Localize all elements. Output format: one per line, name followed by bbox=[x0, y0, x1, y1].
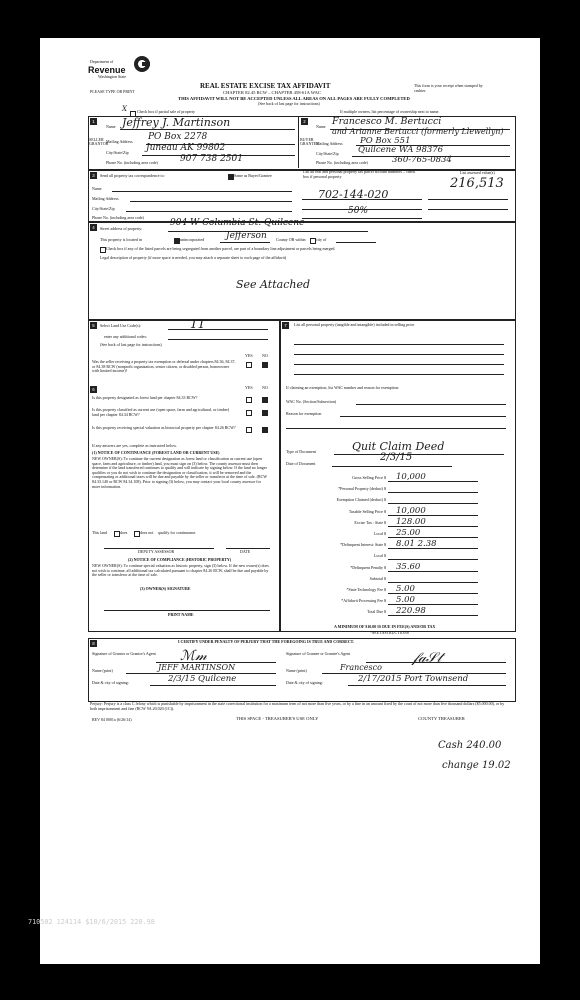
seller-name-label: Name bbox=[106, 124, 116, 129]
tax-row-value: 5.00 bbox=[396, 595, 415, 606]
seller-phone-label: Phone No. (including area code) bbox=[106, 160, 158, 165]
grantee-signature: 𝒻𝒶𝒮𝓉 bbox=[412, 650, 442, 666]
sec6-yes: YES bbox=[245, 385, 253, 390]
seller-mailing-label: Mailing Address bbox=[106, 139, 133, 144]
grantee-signature-label: Signature of Grantee or Grantee's Agent bbox=[286, 651, 351, 656]
partial-check-label: Check box if partial sale of property bbox=[137, 109, 195, 114]
document-date-label: Date of Document bbox=[286, 461, 316, 466]
sec5-no: NO bbox=[262, 353, 268, 358]
tax-row-label: *Delinquent Interest: State $ bbox=[340, 542, 386, 548]
sec5-yes: YES bbox=[245, 353, 253, 358]
buyer-name: Francesco M. Bertucci bbox=[332, 116, 442, 127]
notice-compliance-title: (2) NOTICE OF COMPLIANCE (HISTORIC PROPERTY) bbox=[128, 557, 232, 562]
tax-row-value: 5.00 bbox=[396, 584, 415, 594]
notice-continuance-title: (1) NOTICE OF CONTINUANCE (FOREST LAND OR CURRENT USE) bbox=[92, 450, 220, 455]
tax-row-label: Excise Tax : State $ bbox=[354, 519, 386, 525]
tax-row-value: 10,000 bbox=[396, 505, 426, 516]
parcel-number: 702-144-020 bbox=[318, 188, 389, 201]
land-use-see-back: (See back of last page for instructions) bbox=[100, 342, 162, 347]
grantee-name-label: Name (print) bbox=[286, 668, 307, 673]
section-7-badge: 7 bbox=[282, 322, 289, 329]
seller-name: Jeffrey J. Martinson bbox=[122, 116, 231, 129]
exempt-yes-checkbox[interactable] bbox=[246, 362, 252, 368]
buyer-side-label: BUYER GRANTEE bbox=[300, 137, 319, 146]
sec3-mailing-label: Mailing Address bbox=[92, 196, 119, 201]
grantee-date: 2/17/2015 Port Townsend bbox=[358, 674, 469, 684]
tax-row-label: Local $ bbox=[373, 553, 386, 559]
tax-row-label: Gross Selling Price $ bbox=[352, 475, 386, 480]
section-6-badge: 6 bbox=[90, 386, 97, 393]
dept-state: Washington State bbox=[98, 74, 127, 79]
buyer-name-2: and Arianne Bertucci (formerly Llewellyn) bbox=[332, 127, 504, 136]
city-label: city of bbox=[316, 237, 327, 242]
tax-row-label: *Personal Property (deduct) $ bbox=[338, 486, 386, 492]
seller-city-label: City/State/Zip bbox=[106, 150, 129, 155]
multiple-owners-note: If multiple owners, list percentage of ownership next to name. bbox=[340, 109, 440, 114]
historic-yes-checkbox[interactable] bbox=[246, 427, 252, 433]
located-label: This property is located in bbox=[100, 237, 142, 242]
section-8-badge: 8 bbox=[90, 640, 97, 647]
document-type-label: Type of Document bbox=[286, 449, 316, 454]
unincorporated-label: unincorporated bbox=[180, 237, 205, 242]
deputy-assessor-label: DEPUTY ASSESSOR bbox=[138, 549, 175, 554]
same-as-buyer-label: Same as Buyer/Grantee bbox=[234, 173, 272, 178]
stamp-note: This form is your receipt when stamped by cashier. bbox=[414, 83, 483, 93]
buyer-mailing-label: Mailing Address bbox=[316, 141, 343, 146]
tax-row-value: 35.60 bbox=[396, 561, 421, 572]
tax-row-value: 128.00 bbox=[396, 516, 426, 527]
exempt-question: Was the seller receiving a property tax exemption or deferral under chapters 84.36, 84.37, or 84.38 RCW (nonprofit organization, senior citizen, or disabled person, homeowner with limited income)? bbox=[92, 359, 236, 373]
grantor-name-label: Name (print) bbox=[92, 668, 113, 673]
revenue-logo-icon bbox=[134, 56, 150, 72]
tax-row-value: 25.00 bbox=[396, 528, 421, 538]
see-instructions: *SEE INSTRUCTIONS bbox=[370, 630, 410, 635]
land-use-code: 11 bbox=[190, 317, 206, 331]
personal-property-label: List all personal property (tangible and intangible) included in selling price. bbox=[294, 322, 416, 327]
dept-logo-text: Revenue bbox=[88, 65, 126, 75]
wac-label: WAC No. (Section/Subsection) bbox=[286, 399, 337, 404]
grantee-date-label: Date & city of signing: bbox=[286, 680, 323, 685]
reason-label: Reason for exemption bbox=[286, 411, 322, 416]
section-3-badge: 3 bbox=[90, 172, 97, 179]
form-title: REAL ESTATE EXCISE TAX AFFIDAVIT bbox=[200, 82, 331, 90]
buyer-name-label: Name bbox=[316, 124, 326, 129]
historic-no-checkbox[interactable] bbox=[262, 427, 268, 433]
county-name: Jefferson bbox=[226, 231, 267, 241]
tax-row-label: *State Technology Fee $ bbox=[346, 587, 386, 592]
qualify-label: qualify for continuance. bbox=[158, 530, 197, 535]
tax-row-value: 10,000 bbox=[396, 472, 426, 482]
tax-row-label: *Delinquent Penalty $ bbox=[350, 564, 386, 570]
chapter: CHAPTER 82.45 RCW – CHAPTER 458-61A WAC bbox=[223, 90, 321, 95]
seller-buyer-divider bbox=[298, 116, 299, 168]
current-use-question: Is this property classified as current use (open space, farm and agricultural, or timber) land per chapter 84.34 RCW? bbox=[92, 407, 230, 417]
does-not-label: does not bbox=[140, 530, 154, 535]
notice-continuance-text: NEW OWNER(S): To continue the current designation as forest land or classification as current use (open space, farm and agriculture, or timber) land, you must sign on (3) below. The county assessor must then determine if the land transferred continues to qualify and will indicate by signing below. If the land no longer qualifies or you do not wish to continue the designation or classification, it will be removed and the compensating or additional taxes will be due and payable by the seller or transferor at the time of sale. (RCW 84.33.140 or RCW 84.34.108). Prior to signing (3) below, you may contact your local county assessor for more information. bbox=[92, 456, 267, 489]
forest-question: Is this property designated as forest land per chapter 84.33 RCW? bbox=[92, 395, 198, 400]
seller-phone: 907 738 2501 bbox=[180, 154, 243, 164]
grantor-signature: ℳ𝓂 bbox=[180, 648, 207, 664]
change-note: change 19.02 bbox=[442, 760, 511, 771]
please-print: PLEASE TYPE OR PRINT bbox=[90, 89, 135, 94]
form-rev: REV 84 0001a (6/26/14) bbox=[92, 717, 132, 722]
treasurer-use: THIS SPACE - TREASURER'S USE ONLY bbox=[236, 716, 319, 721]
claiming-exemption-label: If claiming an exemption, list WAC number and reason for exemption: bbox=[286, 385, 400, 390]
buyer-city: Quilcene WA 98376 bbox=[358, 145, 444, 155]
section-2-badge: 2 bbox=[301, 118, 308, 125]
buyer-city-label: City/State/Zip bbox=[316, 151, 339, 156]
this-land-label: This land bbox=[92, 530, 107, 535]
certify-statement: I CERTIFY UNDER PENALTY OF PERJURY THAT THE FOREGOING IS TRUE AND CORRECT. bbox=[178, 639, 355, 644]
sec3-city-label: City/State/Zip bbox=[92, 206, 115, 211]
street-label: Street address of property: bbox=[100, 226, 143, 231]
county-treasurer: COUNTY TREASURER bbox=[418, 716, 465, 721]
recording-stamp: 710502 124114 $10/6/2015 220.98 bbox=[28, 918, 155, 926]
segregated-label: Check box if any of the listed parcels are being segregated from another parcel, are part of a boundary line adjustment or parcels being merged. bbox=[106, 246, 336, 251]
buyer-mailing: PO Box 551 bbox=[360, 136, 411, 146]
section-4-badge: 4 bbox=[90, 224, 97, 231]
notice-compliance-text: NEW OWNER(S): To continue special valuation as historic property, sign (3) below. If the new owner(s) does not wish to continue, all additional tax calculated pursuant to chapter 84.26 RCW, shall be due and payable by the seller or transferor at the time of sale. bbox=[92, 563, 269, 578]
forest-yes-checkbox[interactable] bbox=[246, 397, 252, 403]
grantor-name: JEFF MARTINSON bbox=[158, 663, 236, 672]
tax-row-label: *Affidavit Processing Fee $ bbox=[341, 598, 386, 604]
if-yes-instructions: If any answers are yes, complete as instructed below. bbox=[92, 443, 177, 448]
ownership-percent: 50% bbox=[348, 206, 369, 216]
document-date: 2/3/15 bbox=[380, 452, 413, 463]
tax-row-label: Total Due $ bbox=[367, 609, 386, 615]
see-back: (See back of last page for instructions) bbox=[258, 101, 320, 106]
tax-row-value: 8.01 2.38 bbox=[396, 539, 437, 550]
grantor-date-label: Date & city of signing: bbox=[92, 680, 129, 685]
notice: THIS AFFIDAVIT WILL NOT BE ACCEPTED UNLESS ALL AREAS ON ALL PAGES ARE FULLY COMPLETED bbox=[178, 96, 410, 101]
partial-check-mark: X bbox=[122, 105, 127, 113]
land-use-label: Select Land Use Code(s): bbox=[100, 323, 141, 328]
cash-note: Cash 240.00 bbox=[438, 740, 502, 751]
grantor-date: 2/3/15 Quilcene bbox=[168, 674, 237, 684]
assessed-header: List assessed value(s) bbox=[460, 170, 495, 175]
tax-row-value: 220.98 bbox=[396, 606, 426, 617]
see-attached: See Attached bbox=[236, 278, 310, 291]
county-label: County OR within bbox=[276, 237, 306, 242]
historic-question: Is this property receiving special valuation as historical property per chapter 84.26 RCW? bbox=[92, 425, 236, 430]
seller-city: Juneau AK 99802 bbox=[146, 143, 226, 153]
buyer-phone: 360-765-0834 bbox=[392, 155, 452, 165]
assessed-value: 216,513 bbox=[450, 176, 504, 191]
seller-side-label: SELLER GRANTOR bbox=[89, 137, 109, 146]
seller-mailing: PO Box 2278 bbox=[148, 132, 208, 142]
minimum-due: A MINIMUM OF $10.00 IS DUE IN FEE(S) AND/OR TAX bbox=[334, 624, 436, 629]
affidavit-page bbox=[40, 38, 540, 964]
section-1-badge: 1 bbox=[90, 118, 97, 125]
document-type: Quit Claim Deed bbox=[352, 440, 445, 453]
section-5-badge: 5 bbox=[90, 322, 97, 329]
grantor-signature-label: Signature of Grantor or Grantor's Agent bbox=[92, 651, 156, 656]
tax-row-label: Local $ bbox=[373, 531, 386, 536]
sec3-phone-label: Phone No. (including area code) bbox=[92, 215, 144, 220]
street-address: 904 W Columbia St. Quilcene bbox=[170, 218, 305, 228]
section-3-label: Send all property tax correspondence to: bbox=[100, 173, 165, 178]
owner-signature-label: (3) OWNER(S) SIGNATURE bbox=[140, 586, 191, 591]
tax-row-label: Taxable Selling Price $ bbox=[348, 508, 386, 514]
additional-codes-label: enter any additional codes: bbox=[104, 334, 147, 339]
tax-row-label: Exemption Claimed (deduct) $ bbox=[336, 497, 386, 503]
sec6-no: NO bbox=[262, 385, 268, 390]
exempt-no-checkbox[interactable] bbox=[262, 362, 268, 368]
tax-row-label: Subtotal $ bbox=[369, 575, 386, 581]
perjury-notice: Perjury: Perjury is a class C felony which is punishable by imprisonment in the state correctional institution for a maximum term of not more than five years, or by a fine in an amount fixed by the court of not more than five thousand dollars ($5,000.00), or by both imprisonment and fine (RCW 9A.20.020 (1C)). bbox=[90, 701, 505, 711]
parcel-header: List all real and personal property tax parcel account numbers – check box if personal property bbox=[303, 169, 416, 179]
grantee-name: Francesco bbox=[340, 663, 382, 672]
deputy-date-label: DATE bbox=[240, 549, 251, 554]
forest-no-checkbox[interactable] bbox=[262, 397, 268, 403]
does-label: does bbox=[120, 530, 128, 535]
sec3-name-label: Name bbox=[92, 186, 102, 191]
current-use-no-checkbox[interactable] bbox=[262, 410, 268, 416]
print-name-label: PRINT NAME bbox=[168, 612, 194, 617]
dept-small: Department of bbox=[90, 59, 114, 64]
current-use-yes-checkbox[interactable] bbox=[246, 410, 252, 416]
buyer-phone-label: Phone No. (including area code) bbox=[316, 160, 368, 165]
legal-description-label: Legal description of property (if more space is needed, you may attach a separate sheet to each page of the affidavit) bbox=[100, 255, 287, 260]
